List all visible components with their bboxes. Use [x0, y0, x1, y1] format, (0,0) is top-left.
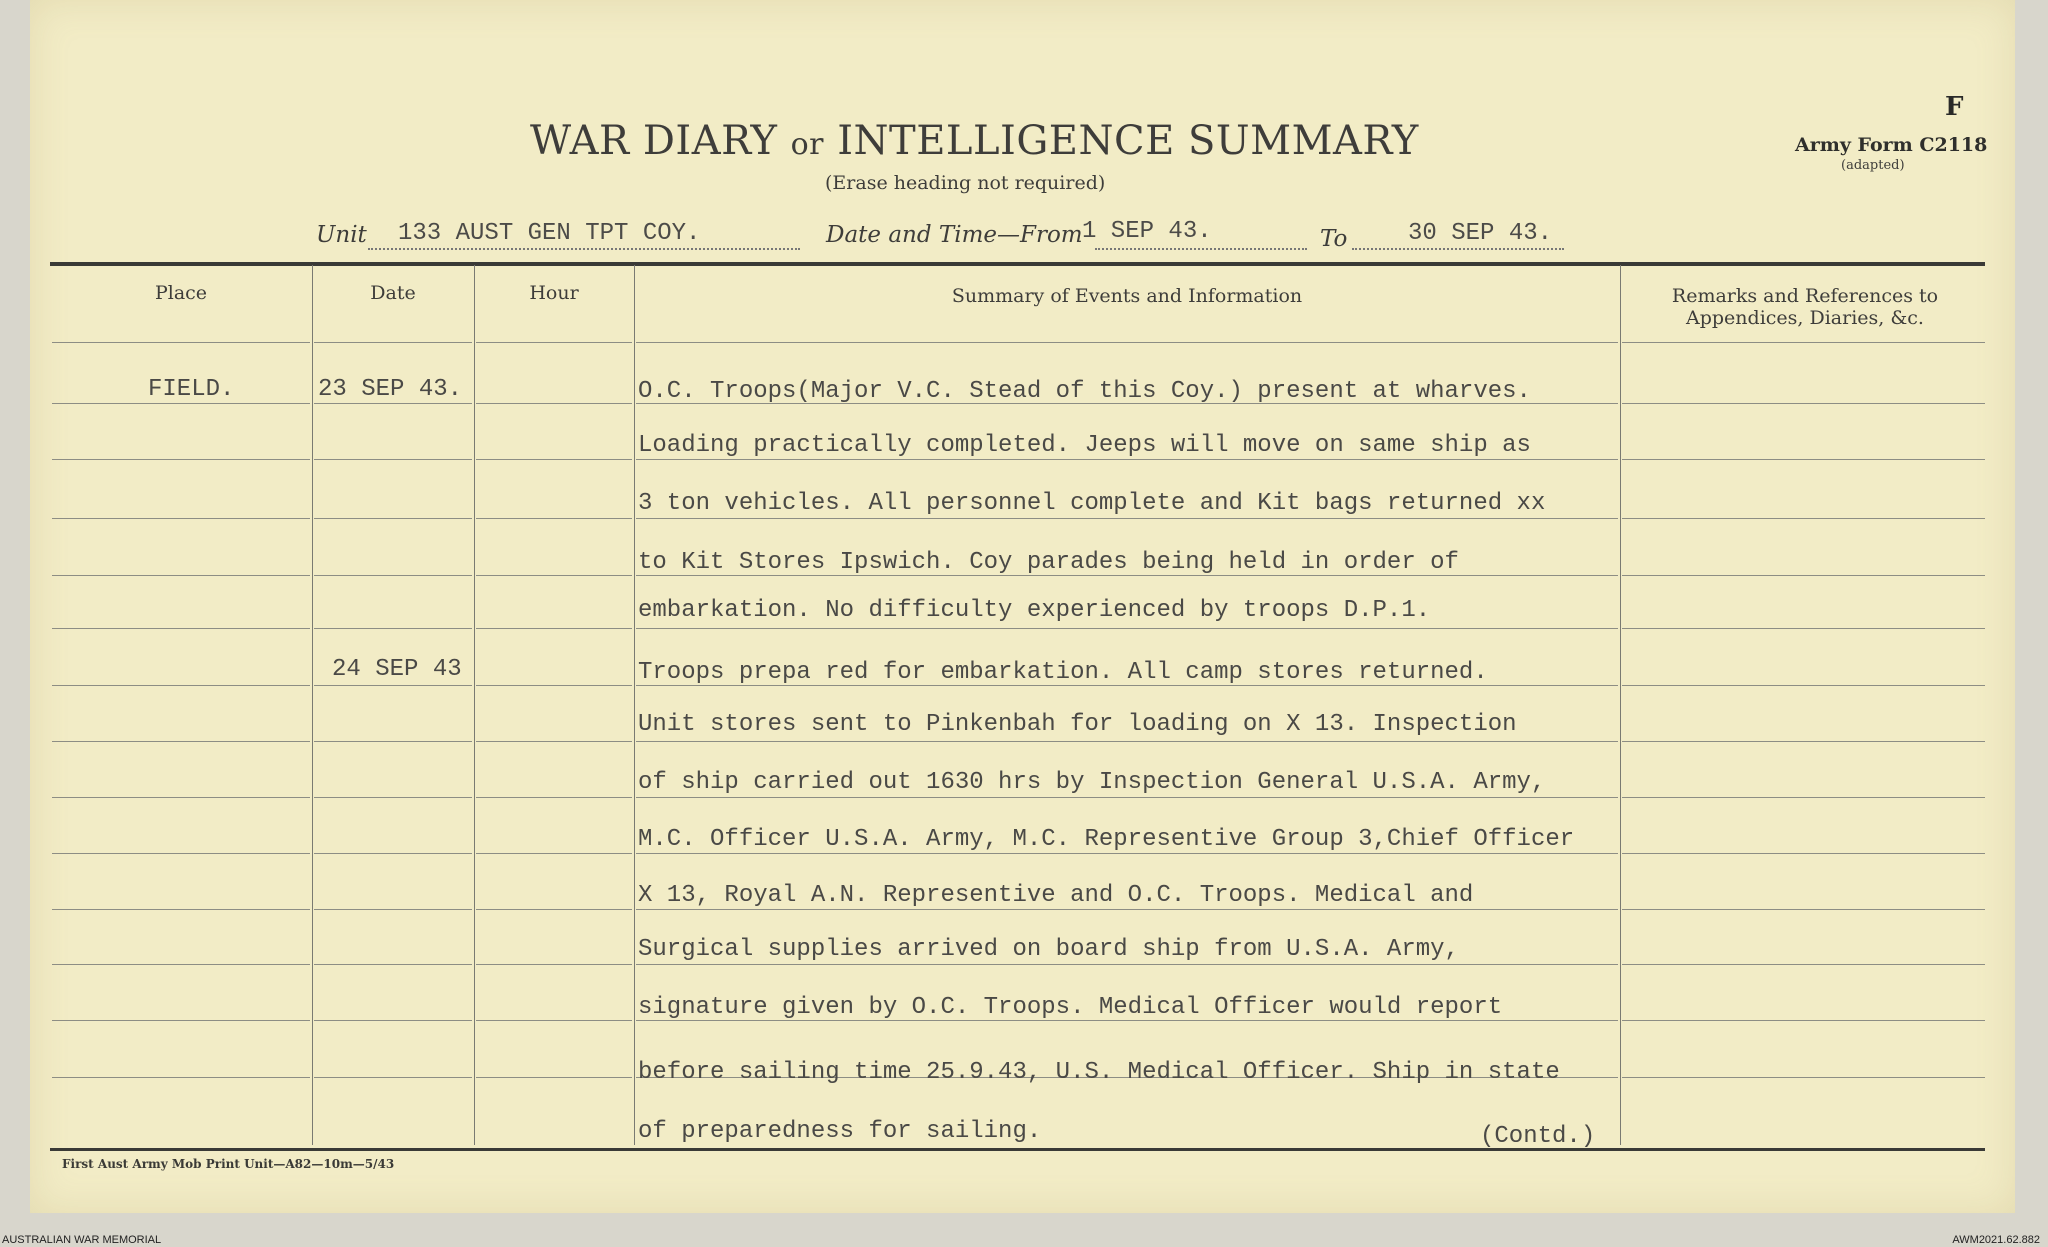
corner-handwritten-mark: F	[1945, 92, 1964, 122]
ruled-line	[1622, 342, 1985, 343]
ruled-line	[636, 628, 1618, 629]
ruled-line	[314, 403, 472, 404]
ruled-line	[476, 797, 632, 798]
title-war-diary: WAR DIARY	[530, 118, 778, 164]
ruled-line	[476, 685, 632, 686]
date-entry: 23 SEP 43.	[318, 376, 463, 403]
summary-line: to Kit Stores Ipswich. Coy parades being held in order of	[638, 549, 1459, 576]
unit-label: Unit	[316, 222, 367, 248]
summary-line: Loading practically completed. Jeeps will move on same ship as	[638, 432, 1531, 459]
ruled-line	[52, 628, 310, 629]
column-header-date: Date	[370, 282, 416, 304]
ruled-line	[476, 1020, 632, 1021]
column-header-summary: Summary of Events and Information	[951, 285, 1303, 307]
ruled-line	[314, 1077, 472, 1078]
ruled-line	[476, 518, 632, 519]
ruled-line	[1622, 1020, 1985, 1021]
title-intelligence-summary: INTELLIGENCE SUMMARY	[837, 118, 1419, 164]
ruled-line	[314, 459, 472, 460]
printer-imprint: First Aust Army Mob Print Unit—A82—10m—5/43	[62, 1157, 395, 1171]
ruled-line	[1622, 518, 1985, 519]
ruled-line	[636, 459, 1618, 460]
ruled-line	[52, 518, 310, 519]
date-entry: 24 SEP 43	[332, 656, 462, 683]
ruled-line	[1622, 628, 1985, 629]
column-divider	[312, 265, 313, 1145]
ruled-line	[314, 685, 472, 686]
summary-line: O.C. Troops(Major V.C. Stead of this Coy.) present at wharves.	[638, 378, 1531, 405]
ruled-line	[314, 797, 472, 798]
ruled-line	[476, 909, 632, 910]
ruled-line	[1622, 685, 1985, 686]
summary-line: of ship carried out 1630 hrs by Inspection General U.S.A. Army,	[638, 769, 1546, 796]
ruled-line	[314, 342, 472, 343]
ruled-line	[314, 518, 472, 519]
ruled-line	[52, 459, 310, 460]
page-title	[530, 118, 1419, 164]
unit-value: 133 AUST GEN TPT COY.	[398, 220, 701, 247]
ruled-line	[1622, 1077, 1985, 1078]
ruled-line	[1622, 741, 1985, 742]
date-from-value: 1 SEP 43.	[1082, 218, 1212, 245]
date-from-dotted-line	[1095, 248, 1307, 250]
summary-line: Surgical supplies arrived on board ship from U.S.A. Army,	[638, 936, 1459, 963]
summary-line: Unit stores sent to Pinkenbah for loading on X 13. Inspection	[638, 711, 1517, 738]
archive-credit: AUSTRALIAN WAR MEMORIAL	[2, 1234, 162, 1246]
ruled-line	[636, 909, 1618, 910]
ruled-line	[476, 628, 632, 629]
date-to-label: To	[1320, 226, 1348, 252]
ruled-line	[476, 459, 632, 460]
ruled-line	[636, 964, 1618, 965]
date-to-dotted-line	[1352, 248, 1564, 250]
ruled-line	[636, 741, 1618, 742]
ruled-line	[52, 685, 310, 686]
ruled-line	[52, 909, 310, 910]
ruled-line	[52, 853, 310, 854]
summary-line: Troops prepa red for embarkation. All camp stores returned.	[638, 659, 1488, 686]
date-from-label: Date and Time—From	[826, 222, 1083, 248]
column-header-hour: Hour	[529, 282, 579, 304]
summary-line: of preparedness for sailing.	[638, 1118, 1042, 1145]
ruled-line	[476, 964, 632, 965]
summary-line: signature given by O.C. Troops. Medical Officer would report	[638, 994, 1503, 1021]
ruled-line	[1622, 797, 1985, 798]
ruled-line	[476, 403, 632, 404]
table-bottom-rule	[50, 1148, 1985, 1151]
ruled-line	[314, 964, 472, 965]
heading-instruction: (Erase heading not required)	[825, 172, 1106, 194]
ruled-line	[636, 797, 1618, 798]
ruled-line	[52, 342, 310, 343]
column-header-place: Place	[154, 282, 208, 304]
ruled-line	[1622, 964, 1985, 965]
ruled-line	[476, 1077, 632, 1078]
ruled-line	[52, 575, 310, 576]
ruled-line	[314, 909, 472, 910]
catalogue-number: AWM2021.62.882	[1952, 1234, 2040, 1246]
summary-line: 3 ton vehicles. All personnel complete and Kit bags returned xx	[638, 490, 1546, 517]
summary-line: embarkation. No difficulty experienced by troops D.P.1.	[638, 597, 1431, 624]
ruled-line	[636, 518, 1618, 519]
ruled-line	[52, 1077, 310, 1078]
ruled-line	[1622, 403, 1985, 404]
ruled-line	[1622, 909, 1985, 910]
column-header-remarks	[1620, 285, 1990, 329]
table-top-rule	[50, 262, 1985, 266]
ruled-line	[1622, 459, 1985, 460]
form-adapted-note: (adapted)	[1841, 158, 1905, 173]
ruled-line	[314, 741, 472, 742]
remarks-header-line-1: Remarks and References to	[1671, 285, 1939, 307]
unit-dotted-line	[368, 248, 800, 250]
ruled-line	[52, 797, 310, 798]
ruled-line	[636, 342, 1618, 343]
column-divider	[474, 265, 475, 1145]
title-or: or	[790, 127, 825, 162]
ruled-line	[52, 403, 310, 404]
date-to-value: 30 SEP 43.	[1408, 220, 1553, 247]
ruled-line	[476, 853, 632, 854]
ruled-line	[476, 741, 632, 742]
ruled-line	[314, 628, 472, 629]
ruled-line	[314, 1020, 472, 1021]
ruled-line	[314, 853, 472, 854]
remarks-header-line-2: Appendices, Diaries, &c.	[1686, 307, 1924, 329]
place-entry: FIELD.	[148, 376, 235, 403]
ruled-line	[314, 575, 472, 576]
ruled-line	[52, 964, 310, 965]
form-number: Army Form C2118	[1795, 134, 1988, 156]
ruled-line	[1622, 575, 1985, 576]
ruled-line	[476, 342, 632, 343]
column-divider	[634, 265, 635, 1145]
ruled-line	[476, 575, 632, 576]
continued-note: (Contd.)	[1480, 1123, 1596, 1150]
ruled-line	[52, 741, 310, 742]
ruled-line	[52, 1020, 310, 1021]
ruled-line	[636, 853, 1618, 854]
summary-line: X 13, Royal A.N. Representive and O.C. Troops. Medical and	[638, 882, 1474, 909]
ruled-line	[1622, 853, 1985, 854]
summary-line: before sailing time 25.9.43, U.S. Medical Officer. Ship in state	[638, 1059, 1560, 1086]
summary-line: M.C. Officer U.S.A. Army, M.C. Representive Group 3,Chief Officer	[638, 826, 1575, 853]
column-divider	[1620, 265, 1621, 1145]
